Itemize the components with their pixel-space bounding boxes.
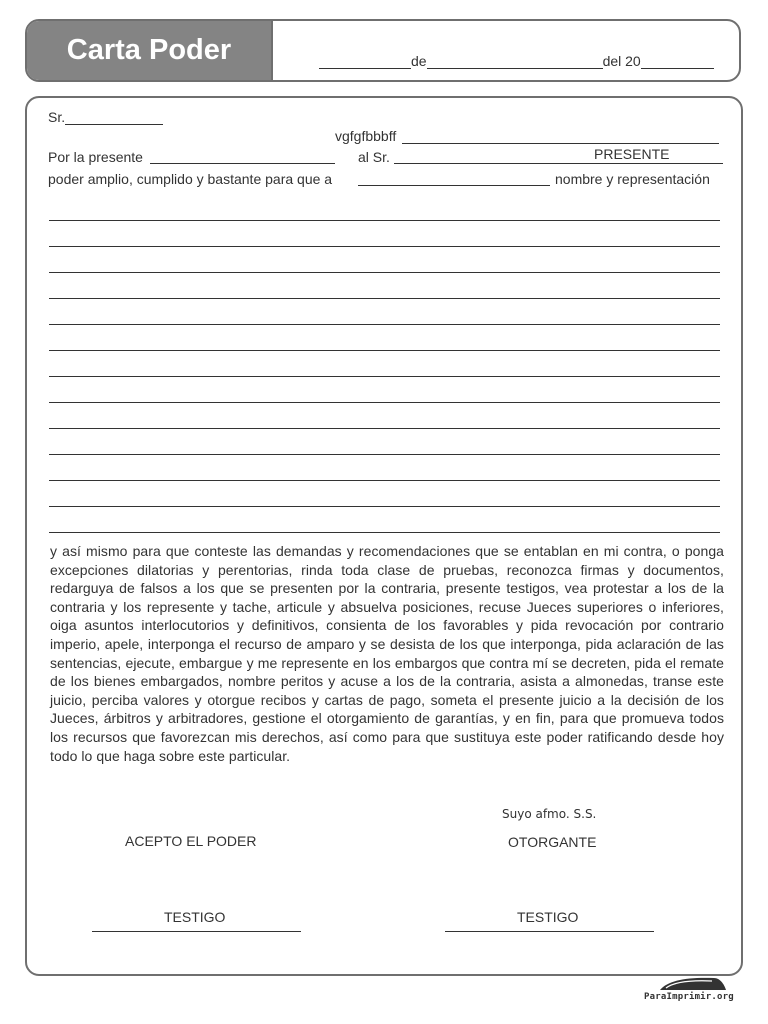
footer-logo: [644, 976, 736, 1006]
blank-line-6[interactable]: [49, 350, 720, 351]
blank-line-4[interactable]: [49, 298, 720, 299]
blank-line-5[interactable]: [49, 324, 720, 325]
blank-line-1[interactable]: [49, 220, 720, 221]
blank-line-10[interactable]: [49, 454, 720, 455]
sr-name-field[interactable]: [65, 110, 163, 125]
por-la-presente-label: Por la presente: [48, 149, 143, 165]
poder-line-a: poder amplio, cumplido y bastante para que a: [48, 171, 333, 187]
blank-line-2[interactable]: [49, 246, 720, 247]
acepto-label: ACEPTO EL PODER: [125, 833, 257, 849]
representante-field[interactable]: [358, 185, 550, 186]
legal-paragraph: y así mismo para que conteste las demandas y recomendaciones que se entablan en mi contra, o ponga excepciones dilatorias y perentorias, rinda toda clase de pruebas, reconozca firmas y documentos, redarguya de falsos a los que se presenten por la contraria, presente testigos, vea protestar a los de la contraria y los represente y tache, articule y absuelva posiciones, recuse Jueces superiores o inferiores, oiga asuntos interlocutorios y definitivos, consienta de los favorables y pida revocación por contrario imperio, apele, interponga el recurso de amparo y se desista de los que interponga, pida aclaración de las sentencias, ejecute, embargue y me represente en los embargos que contra mí se decreten, pida el remate de los bienes embargados, nombre peritos y acuse a los de la contraria, asista a almonedas, transe este juicio, perciba valores y otorgue recibos y cartas de pago, someta el presente juicio a la decisión de los Jueces, árbitros y arbitradores, gestione el otorgamiento de garantías, y en fin, para que promueva todos los recursos que favorezcan mis derechos, así como para que sustituya este poder ratificando desde hoy todo lo que haga sobre este particular.: [50, 543, 724, 764]
poder-line-b: nombre y representación: [555, 171, 710, 187]
date-year-field[interactable]: [641, 54, 714, 69]
blank-line-11[interactable]: [49, 480, 720, 481]
testigo-right-signature-line[interactable]: [445, 931, 654, 932]
apoderado-name-field[interactable]: [394, 163, 723, 164]
date-line: [319, 53, 714, 69]
handwritten-line: [335, 128, 396, 144]
blank-line-9[interactable]: [49, 428, 720, 429]
handwritten-underline[interactable]: [402, 143, 719, 144]
header-box: [25, 19, 741, 82]
date-del-label: del 20: [602, 53, 641, 69]
blank-line-8[interactable]: [49, 402, 720, 403]
otorgante-name-field[interactable]: [150, 163, 335, 164]
letter-body: [25, 96, 743, 976]
sr-line: [48, 109, 163, 125]
sr-label: Sr.: [48, 109, 66, 125]
handwritten-name: vgfgfbbbff: [335, 128, 397, 144]
date-day-field[interactable]: [319, 54, 411, 69]
blank-line-3[interactable]: [49, 272, 720, 273]
blank-line-13[interactable]: [49, 532, 720, 533]
date-month-field[interactable]: [427, 54, 603, 69]
date-de-label: de: [411, 53, 427, 69]
printer-icon: [658, 976, 728, 992]
testigo-left-label: TESTIGO: [164, 909, 226, 925]
presente-label: PRESENTE: [594, 146, 670, 162]
otorgante-label: OTORGANTE: [508, 834, 597, 850]
document-title: Carta Poder: [27, 21, 273, 80]
al-sr-label: al Sr.: [358, 149, 390, 165]
testigo-left-signature-line[interactable]: [92, 931, 301, 932]
suyo-label: Suyo afmo. S.S.: [502, 807, 597, 821]
blank-line-12[interactable]: [49, 506, 720, 507]
blank-line-7[interactable]: [49, 376, 720, 377]
testigo-right-label: TESTIGO: [517, 909, 579, 925]
footer-logo-text: ParaImprimir.org: [644, 992, 734, 1002]
